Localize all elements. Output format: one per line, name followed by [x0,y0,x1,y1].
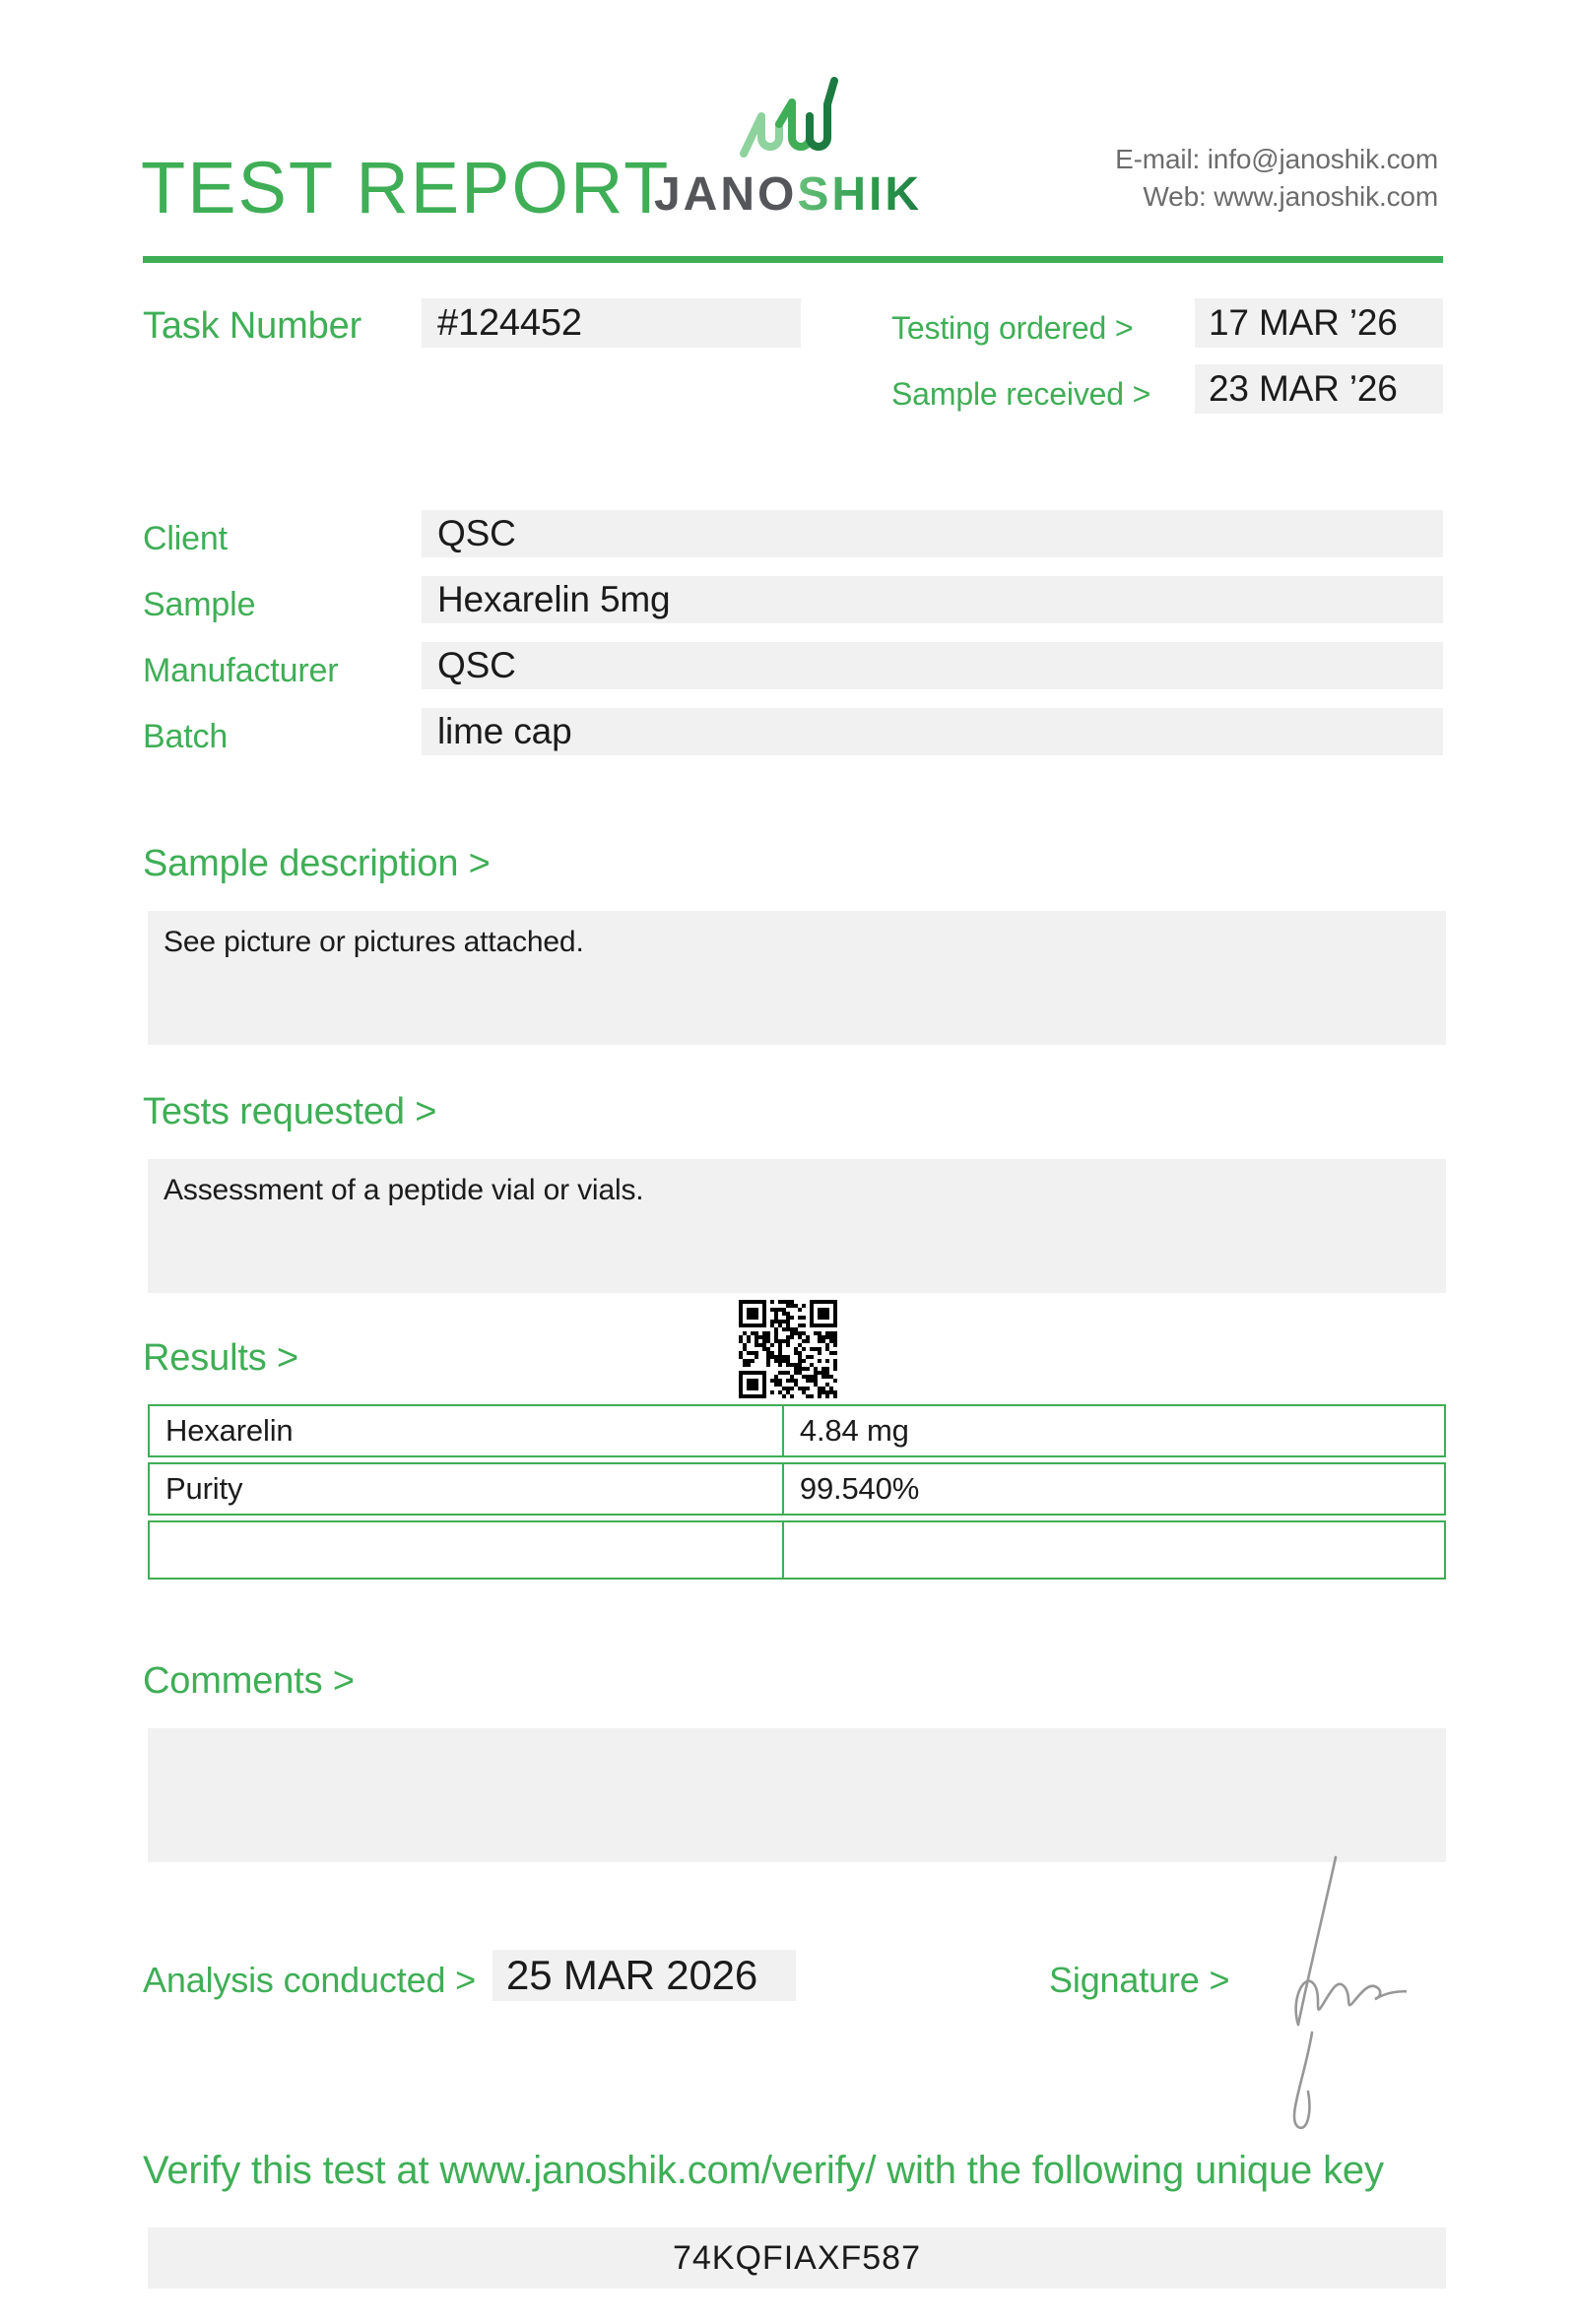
result-value: 99.540% [799,1471,920,1506]
contact-web: Web: www.janoshik.com [1143,181,1438,212]
manufacturer-label: Manufacturer [143,652,339,689]
sample-received-date: 23 MAR ’26 [1195,364,1443,414]
sample-description-heading: Sample description > [143,843,491,884]
brand-logo [630,167,946,222]
task-number-label: Task Number [143,305,362,347]
table-row [148,1520,1446,1580]
sample-received-label: Sample received > [891,376,1151,412]
table-row [148,1404,1446,1457]
sample-value: Hexarelin 5mg [422,576,1443,623]
trend-chart-icon [737,77,839,163]
unique-key: 74KQFIAXF587 [148,2227,1446,2289]
brand-logo-shik: SHIK [797,168,923,221]
table-row [148,1462,1446,1516]
contact-block [1115,141,1438,216]
results-heading: Results > [143,1337,299,1379]
verify-instruction: Verify this test at www.janoshik.com/verify/ with the following unique key [143,2149,1384,2192]
tests-requested-box: Assessment of a peptide vial or vials. [148,1159,1446,1293]
analysis-conducted-label: Analysis conducted > [143,1960,477,2000]
manufacturer-value: QSC [422,642,1443,689]
qr-code [739,1300,837,1398]
task-number-value: #124452 [422,298,801,348]
contact-email: E-mail: info@janoshik.com [1115,144,1438,174]
analysis-date: 25 MAR 2026 [492,1950,796,2001]
comments-box [148,1728,1446,1862]
result-value [784,1522,1444,1578]
sample-description-box: See picture or pictures attached. [148,911,1446,1045]
testing-ordered-label: Testing ordered > [891,310,1134,346]
client-value: QSC [422,510,1443,557]
testing-ordered-date: 17 MAR ’26 [1195,298,1443,348]
result-name: Hexarelin [150,1406,784,1455]
signature-label: Signature > [1049,1960,1230,2000]
comments-heading: Comments > [143,1660,355,1702]
result-value: 4.84 mg [799,1413,909,1448]
tests-requested-heading: Tests requested > [143,1091,437,1132]
header-divider [143,256,1443,263]
sample-label: Sample [143,586,256,623]
signature-image [1259,1840,1407,2135]
brand-logo-jano: JANO [653,168,798,221]
batch-value: lime cap [422,708,1443,755]
client-label: Client [143,520,228,557]
batch-label: Batch [143,718,229,755]
results-table [148,1404,1446,1584]
result-name: Purity [150,1464,784,1514]
page-title: TEST REPORT [141,147,671,228]
result-name [150,1522,784,1578]
